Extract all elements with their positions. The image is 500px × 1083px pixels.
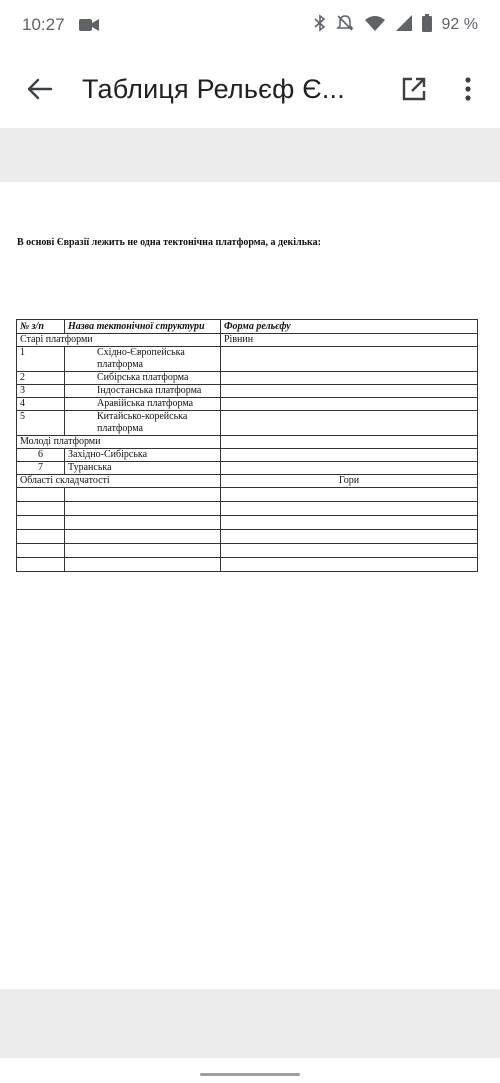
table-row xyxy=(17,398,478,411)
platforms-table xyxy=(16,319,478,572)
row-number: 3 xyxy=(17,385,65,398)
table-header-row xyxy=(17,320,478,334)
signal-icon xyxy=(396,15,412,36)
header-structure: Назва тектонічної структури xyxy=(65,320,221,334)
row-name: Сибірська платформа xyxy=(65,372,221,385)
table-row xyxy=(17,411,478,436)
bluetooth-icon xyxy=(314,14,326,37)
row-number: 2 xyxy=(17,372,65,385)
empty-row xyxy=(17,488,478,502)
row-number: 4 xyxy=(17,398,65,411)
battery-percent: 92 % xyxy=(441,16,478,33)
section-young-relief xyxy=(221,436,478,449)
empty-row xyxy=(17,544,478,558)
navigation-bar xyxy=(0,1058,500,1083)
document-viewer[interactable] xyxy=(0,128,500,1058)
row-number: 5 xyxy=(17,411,65,436)
document-heading: В основі Євразії лежить не одна тектонічна платформа, а декілька: xyxy=(17,237,321,248)
document-title: Таблиця Рельєф Є... xyxy=(82,73,345,104)
table-row xyxy=(17,449,478,462)
mute-icon xyxy=(336,14,354,37)
more-options-button[interactable] xyxy=(452,69,484,109)
wifi-icon xyxy=(364,15,386,36)
row-number: 6 xyxy=(17,449,65,462)
header-relief: Форма рельєфу xyxy=(221,320,478,334)
row-relief xyxy=(221,462,478,475)
status-icons xyxy=(314,14,478,37)
empty-row xyxy=(17,502,478,516)
section-fold-label: Області складчатості xyxy=(17,475,221,488)
row-name: Аравійська платформа xyxy=(65,398,221,411)
row-name: Східно-Європейська платформа xyxy=(65,347,221,372)
row-relief xyxy=(221,398,478,411)
back-button[interactable] xyxy=(20,69,60,109)
header-number: № з/п xyxy=(17,320,65,334)
empty-row xyxy=(17,516,478,530)
row-name: Західно-Сибірська xyxy=(65,449,221,462)
row-name: Індостанська платформа xyxy=(65,385,221,398)
arrow-left-icon xyxy=(27,78,53,100)
section-old-relief: Рівнин xyxy=(221,334,478,347)
empty-row xyxy=(17,558,478,572)
video-camera-icon xyxy=(79,18,99,32)
table-row xyxy=(17,462,478,475)
status-bar xyxy=(0,0,500,50)
row-relief xyxy=(221,385,478,398)
status-time: 10:27 xyxy=(22,15,65,34)
section-young-label: Молоді платформи xyxy=(17,436,221,449)
app-bar xyxy=(0,50,500,128)
section-row-young xyxy=(17,436,478,449)
row-number: 7 xyxy=(17,462,65,475)
row-relief xyxy=(221,347,478,372)
open-external-icon xyxy=(401,76,427,102)
row-number: 1 xyxy=(17,347,65,372)
more-vert-icon xyxy=(465,77,471,101)
row-relief xyxy=(221,411,478,436)
document-page[interactable] xyxy=(0,182,500,989)
home-gesture-handle[interactable] xyxy=(200,1073,300,1076)
table-row xyxy=(17,385,478,398)
open-in-app-button[interactable] xyxy=(394,69,434,109)
row-name: Туранська xyxy=(65,462,221,475)
battery-icon xyxy=(422,14,432,37)
section-fold-relief: Гори xyxy=(221,475,478,488)
empty-row xyxy=(17,530,478,544)
section-row-fold xyxy=(17,475,478,488)
section-row-old xyxy=(17,334,478,347)
row-relief xyxy=(221,449,478,462)
section-old-label: Старі платформи xyxy=(17,334,221,347)
row-relief xyxy=(221,372,478,385)
table-row xyxy=(17,347,478,372)
table-row xyxy=(17,372,478,385)
row-name: Китайсько-корейська платформа xyxy=(65,411,221,436)
